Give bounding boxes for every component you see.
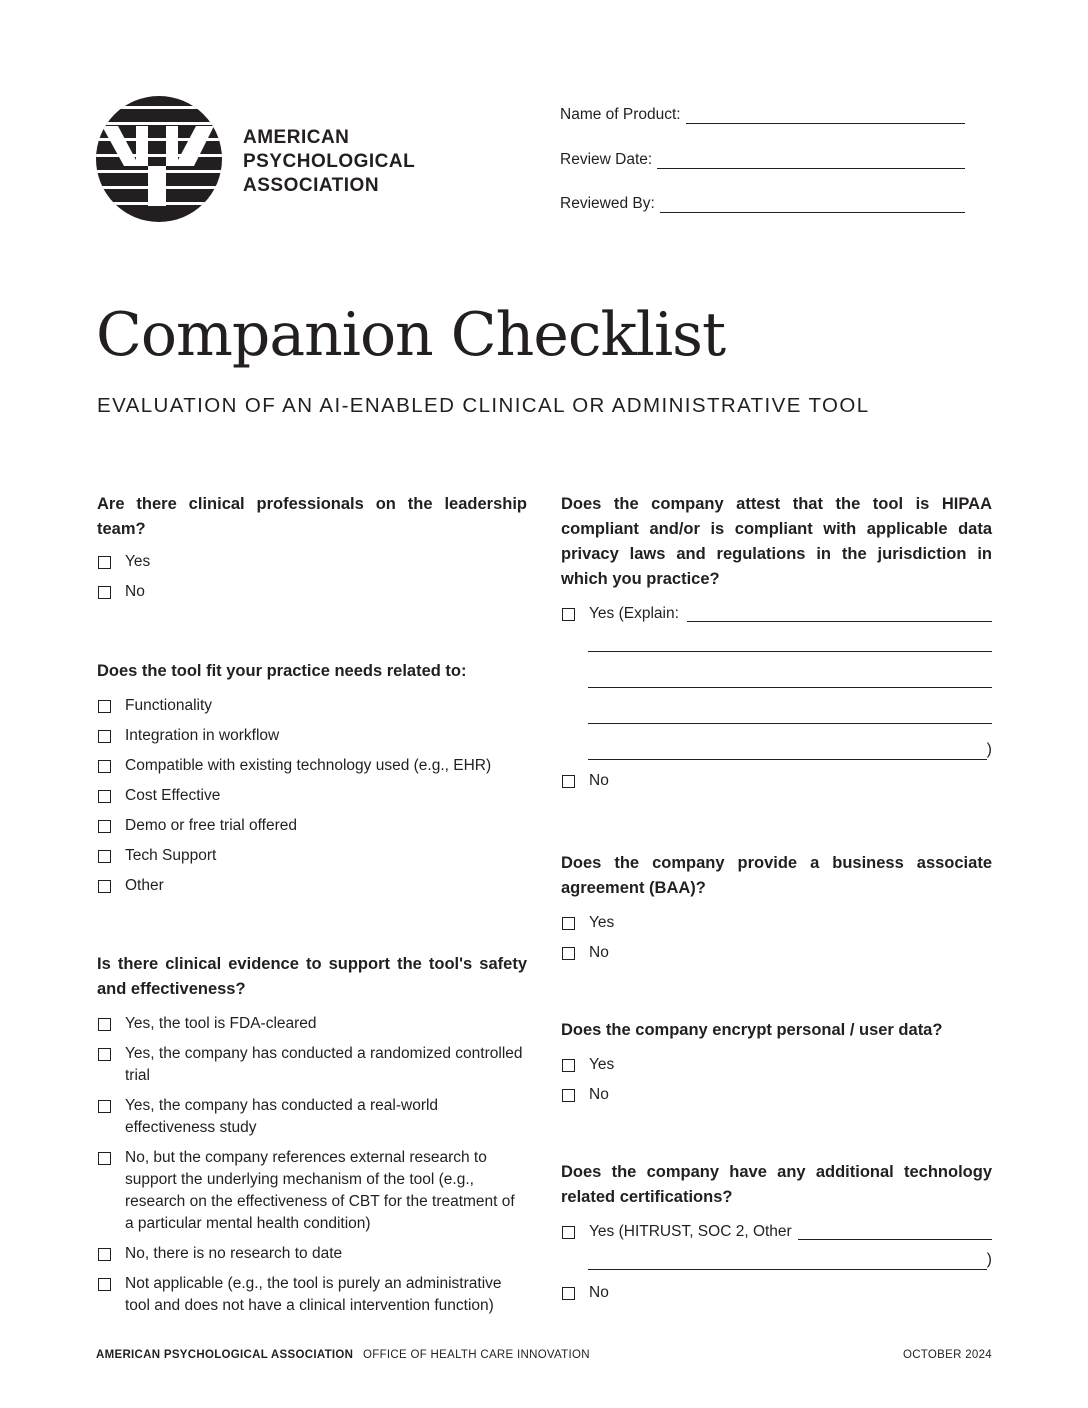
option[interactable]: [97, 1013, 527, 1035]
blank-line[interactable]: [588, 633, 992, 652]
option-label: No: [125, 583, 145, 600]
org-line: PSYCHOLOGICAL: [243, 151, 416, 172]
checkbox[interactable]: [98, 790, 111, 803]
checkbox[interactable]: [562, 947, 575, 960]
option[interactable]: [97, 581, 527, 603]
page-title: Companion Checklist: [96, 300, 726, 370]
checkbox[interactable]: [562, 775, 575, 788]
checkbox[interactable]: [98, 586, 111, 599]
option[interactable]: [561, 1084, 992, 1106]
question-certifications: [561, 1160, 992, 1312]
product-name-field[interactable]: [560, 106, 965, 124]
option[interactable]: [561, 942, 992, 964]
checkbox[interactable]: [98, 730, 111, 743]
checkbox[interactable]: [98, 850, 111, 863]
checkbox[interactable]: [98, 556, 111, 569]
question-leadership: [97, 492, 527, 611]
question-practice-needs: [97, 659, 527, 905]
question-hipaa: [561, 492, 992, 800]
option[interactable]: [97, 1043, 527, 1087]
blank-line[interactable]: [687, 603, 992, 622]
reviewed-by-field[interactable]: [560, 195, 965, 213]
question-clinical-evidence: [97, 952, 527, 1325]
question-text: Does the company attest that the tool is HIPAA compliant and/or is compliant with applicable data privacy laws and regulations in the jurisdiction in which you practice?: [561, 495, 992, 588]
option-label: Yes: [589, 914, 615, 931]
question-text: Does the company provide a business associate agreement (BAA)?: [561, 854, 992, 897]
field-label: Review Date:: [560, 151, 653, 168]
checkbox[interactable]: [98, 760, 111, 773]
organization-name: [243, 126, 415, 198]
option[interactable]: [97, 845, 527, 867]
checkbox[interactable]: [98, 880, 111, 893]
blank-line[interactable]: [588, 705, 992, 724]
option-label: No: [589, 1086, 609, 1103]
page-subtitle: EVALUATION OF AN AI-ENABLED CLINICAL OR ADMINISTRATIVE TOOL: [97, 394, 870, 417]
option-label: Other: [125, 877, 164, 894]
blank-line[interactable]: [660, 198, 965, 213]
question-baa: [561, 851, 992, 972]
option[interactable]: [97, 755, 527, 777]
checkbox[interactable]: [98, 1100, 111, 1113]
checkbox[interactable]: [98, 1018, 111, 1031]
org-line: ASSOCIATION: [243, 175, 380, 196]
blank-line[interactable]: [686, 109, 965, 124]
footer-org: AMERICAN PSYCHOLOGICAL ASSOCIATION: [96, 1349, 354, 1361]
checkbox[interactable]: [562, 608, 575, 621]
footer-office: OFFICE OF HEALTH CARE INNOVATION: [363, 1349, 590, 1361]
option-label: Yes, the company has conducted a randomized controlled trial: [125, 1045, 523, 1084]
option[interactable]: [561, 912, 992, 934]
option-label: Yes (HITRUST, SOC 2, Other: [589, 1223, 792, 1240]
checkbox[interactable]: [562, 1059, 575, 1072]
option-label: Yes: [589, 1056, 615, 1073]
option[interactable]: [97, 695, 527, 717]
checkbox[interactable]: [98, 1248, 111, 1261]
blank-line[interactable]: [588, 741, 987, 760]
question-text: Does the company have any additional technology related certifications?: [561, 1163, 992, 1206]
option[interactable]: [97, 815, 527, 837]
option-label: Yes, the tool is FDA-cleared: [125, 1015, 317, 1032]
blank-line[interactable]: [657, 154, 965, 169]
question-text: Does the tool fit your practice needs related to:: [97, 662, 467, 680]
checkbox[interactable]: [562, 1089, 575, 1102]
option-label: Not applicable (e.g., the tool is purely an administrative tool and does not have a clinical intervention function): [125, 1275, 502, 1314]
option[interactable]: [97, 1095, 527, 1139]
option[interactable]: [97, 875, 527, 897]
checkbox[interactable]: [98, 820, 111, 833]
field-label: Name of Product:: [560, 106, 681, 123]
option[interactable]: [97, 1147, 527, 1235]
checkbox[interactable]: [562, 1226, 575, 1239]
option-label: Demo or free trial offered: [125, 817, 298, 834]
question-text: Are there clinical professionals on the leadership team?: [97, 495, 527, 538]
option-label: Yes (Explain:: [589, 605, 679, 622]
option-label: Yes, the company has conducted a real-world effectiveness study: [125, 1097, 439, 1136]
blank-line[interactable]: [588, 1251, 987, 1270]
close-paren: ): [986, 1251, 992, 1268]
option-label: Integration in workflow: [125, 727, 280, 744]
option-label: Tech Support: [125, 847, 217, 864]
review-date-field[interactable]: [560, 151, 965, 169]
option-label: No: [589, 1284, 609, 1301]
option[interactable]: [97, 551, 527, 573]
option-label: Compatible with existing technology used (e.g., EHR): [125, 757, 492, 774]
checkbox[interactable]: [562, 1287, 575, 1300]
option-label: Yes: [125, 553, 151, 570]
option-label: No: [589, 944, 609, 961]
option-label: No: [589, 772, 609, 789]
field-label: Reviewed By:: [560, 195, 655, 212]
option[interactable]: [97, 785, 527, 807]
option-no[interactable]: [561, 1282, 992, 1304]
option[interactable]: [97, 725, 527, 747]
checkbox[interactable]: [98, 1152, 111, 1165]
option-yes[interactable]: [561, 603, 992, 625]
checkbox[interactable]: [562, 917, 575, 930]
org-line: AMERICAN: [243, 127, 350, 148]
option-label: Cost Effective: [125, 787, 221, 804]
question-encryption: [561, 1018, 992, 1114]
apa-logo-icon: [96, 96, 222, 222]
checkbox[interactable]: [98, 1278, 111, 1291]
blank-line[interactable]: [798, 1221, 992, 1240]
checkbox[interactable]: [98, 1048, 111, 1061]
option[interactable]: [561, 1054, 992, 1076]
option-label: Functionality: [125, 697, 213, 714]
option-label: No, but the company references external research to support the underlying mechanism of the tool (e.g., research on the effectiveness of CBT for the treatment of a particular mental health condition): [125, 1149, 515, 1232]
checkbox[interactable]: [98, 700, 111, 713]
question-text: Is there clinical evidence to support the tool's safety and effectiveness?: [97, 955, 527, 998]
option[interactable]: [97, 1273, 527, 1317]
option-no[interactable]: [561, 770, 992, 792]
footer-date: OCTOBER 2024: [902, 1349, 992, 1361]
option-yes[interactable]: [561, 1221, 992, 1243]
blank-line[interactable]: [588, 669, 992, 688]
option-label: No, there is no research to date: [125, 1245, 343, 1262]
option[interactable]: [97, 1243, 527, 1265]
question-text: Does the company encrypt personal / user data?: [561, 1021, 943, 1039]
close-paren: ): [986, 741, 992, 758]
